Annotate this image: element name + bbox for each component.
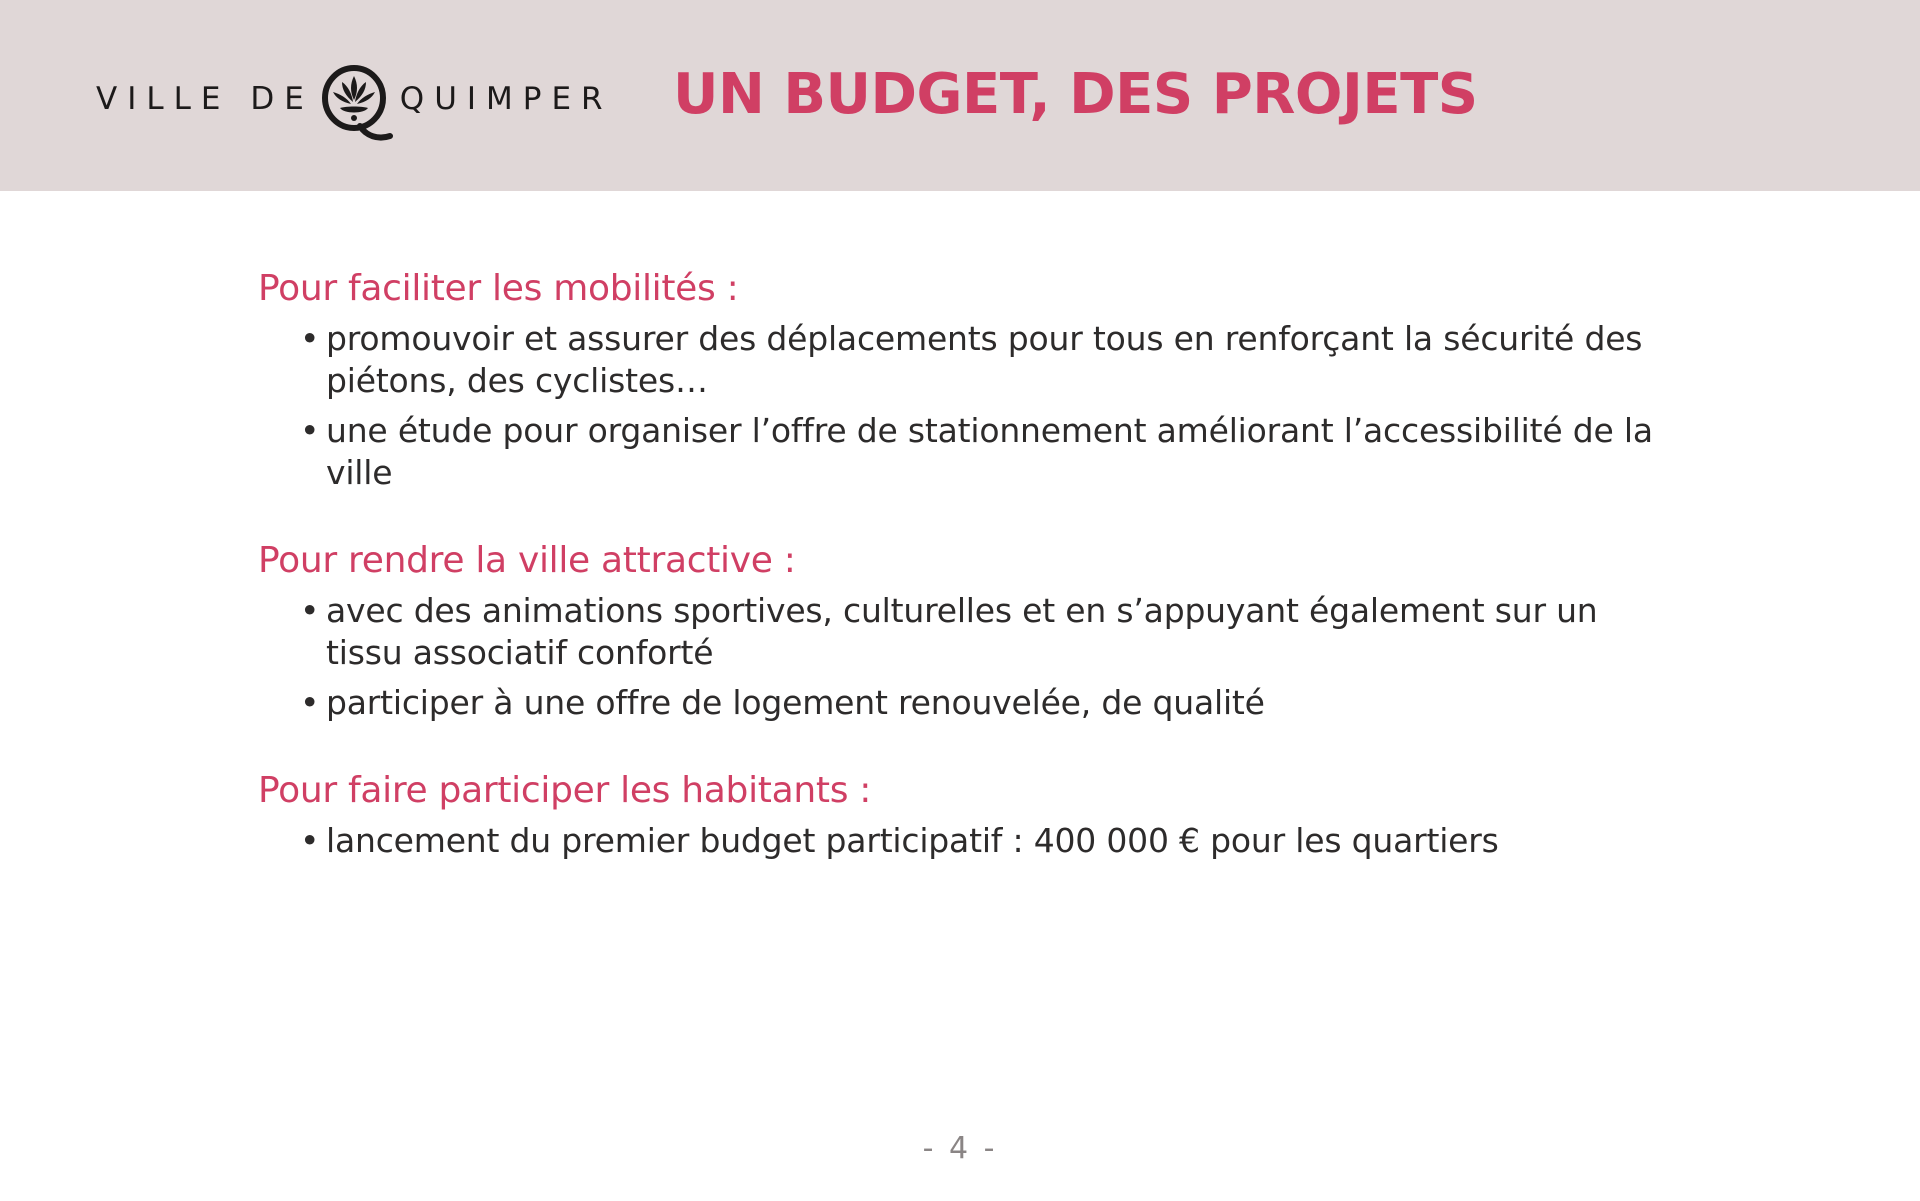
city-logo <box>96 56 613 142</box>
list-item <box>300 318 1678 402</box>
section-mobilites <box>258 260 1678 494</box>
bullet-dot: • <box>300 683 320 722</box>
list-item-text: avec des animations sportives, culturelles et en s’appuyant également sur un tissu associatif conforté <box>326 591 1598 672</box>
header-band <box>0 0 1920 191</box>
bullet-dot: • <box>300 411 320 450</box>
list-item <box>300 410 1678 494</box>
page-title: UN BUDGET, DES PROJETS <box>673 62 1478 127</box>
logo-text-left: VILLE DE <box>96 81 314 117</box>
list-item-text: lancement du premier budget participatif : 400 000 € pour les quartiers <box>326 821 1499 860</box>
bullet-dot: • <box>300 821 320 860</box>
bullet-dot: • <box>300 319 320 358</box>
section-heading: Pour faciliter les mobilités : <box>258 268 739 309</box>
list-item <box>300 820 1678 862</box>
bullet-list <box>300 590 1678 724</box>
logo-text-right: QUIMPER <box>399 81 613 117</box>
bullet-dot: • <box>300 591 320 630</box>
section-heading: Pour rendre la ville attractive : <box>258 540 796 581</box>
section-attractive <box>258 532 1678 724</box>
page-number: - 4 - <box>922 1131 998 1166</box>
list-item <box>300 682 1678 724</box>
section-habitants <box>258 762 1678 862</box>
section-heading: Pour faire participer les habitants : <box>258 770 872 811</box>
list-item-text: promouvoir et assurer des déplacements pour tous en renforçant la sécurité des piétons, des cyclistes… <box>326 319 1643 400</box>
list-item-text: participer à une offre de logement renouvelée, de qualité <box>326 683 1265 722</box>
main-content <box>258 260 1678 870</box>
quimper-emblem-icon <box>314 56 396 142</box>
list-item <box>300 590 1678 674</box>
bullet-list <box>300 318 1678 494</box>
bullet-list <box>300 820 1678 862</box>
list-item-text: une étude pour organiser l’offre de stationnement améliorant l’accessibilité de la ville <box>326 411 1653 492</box>
